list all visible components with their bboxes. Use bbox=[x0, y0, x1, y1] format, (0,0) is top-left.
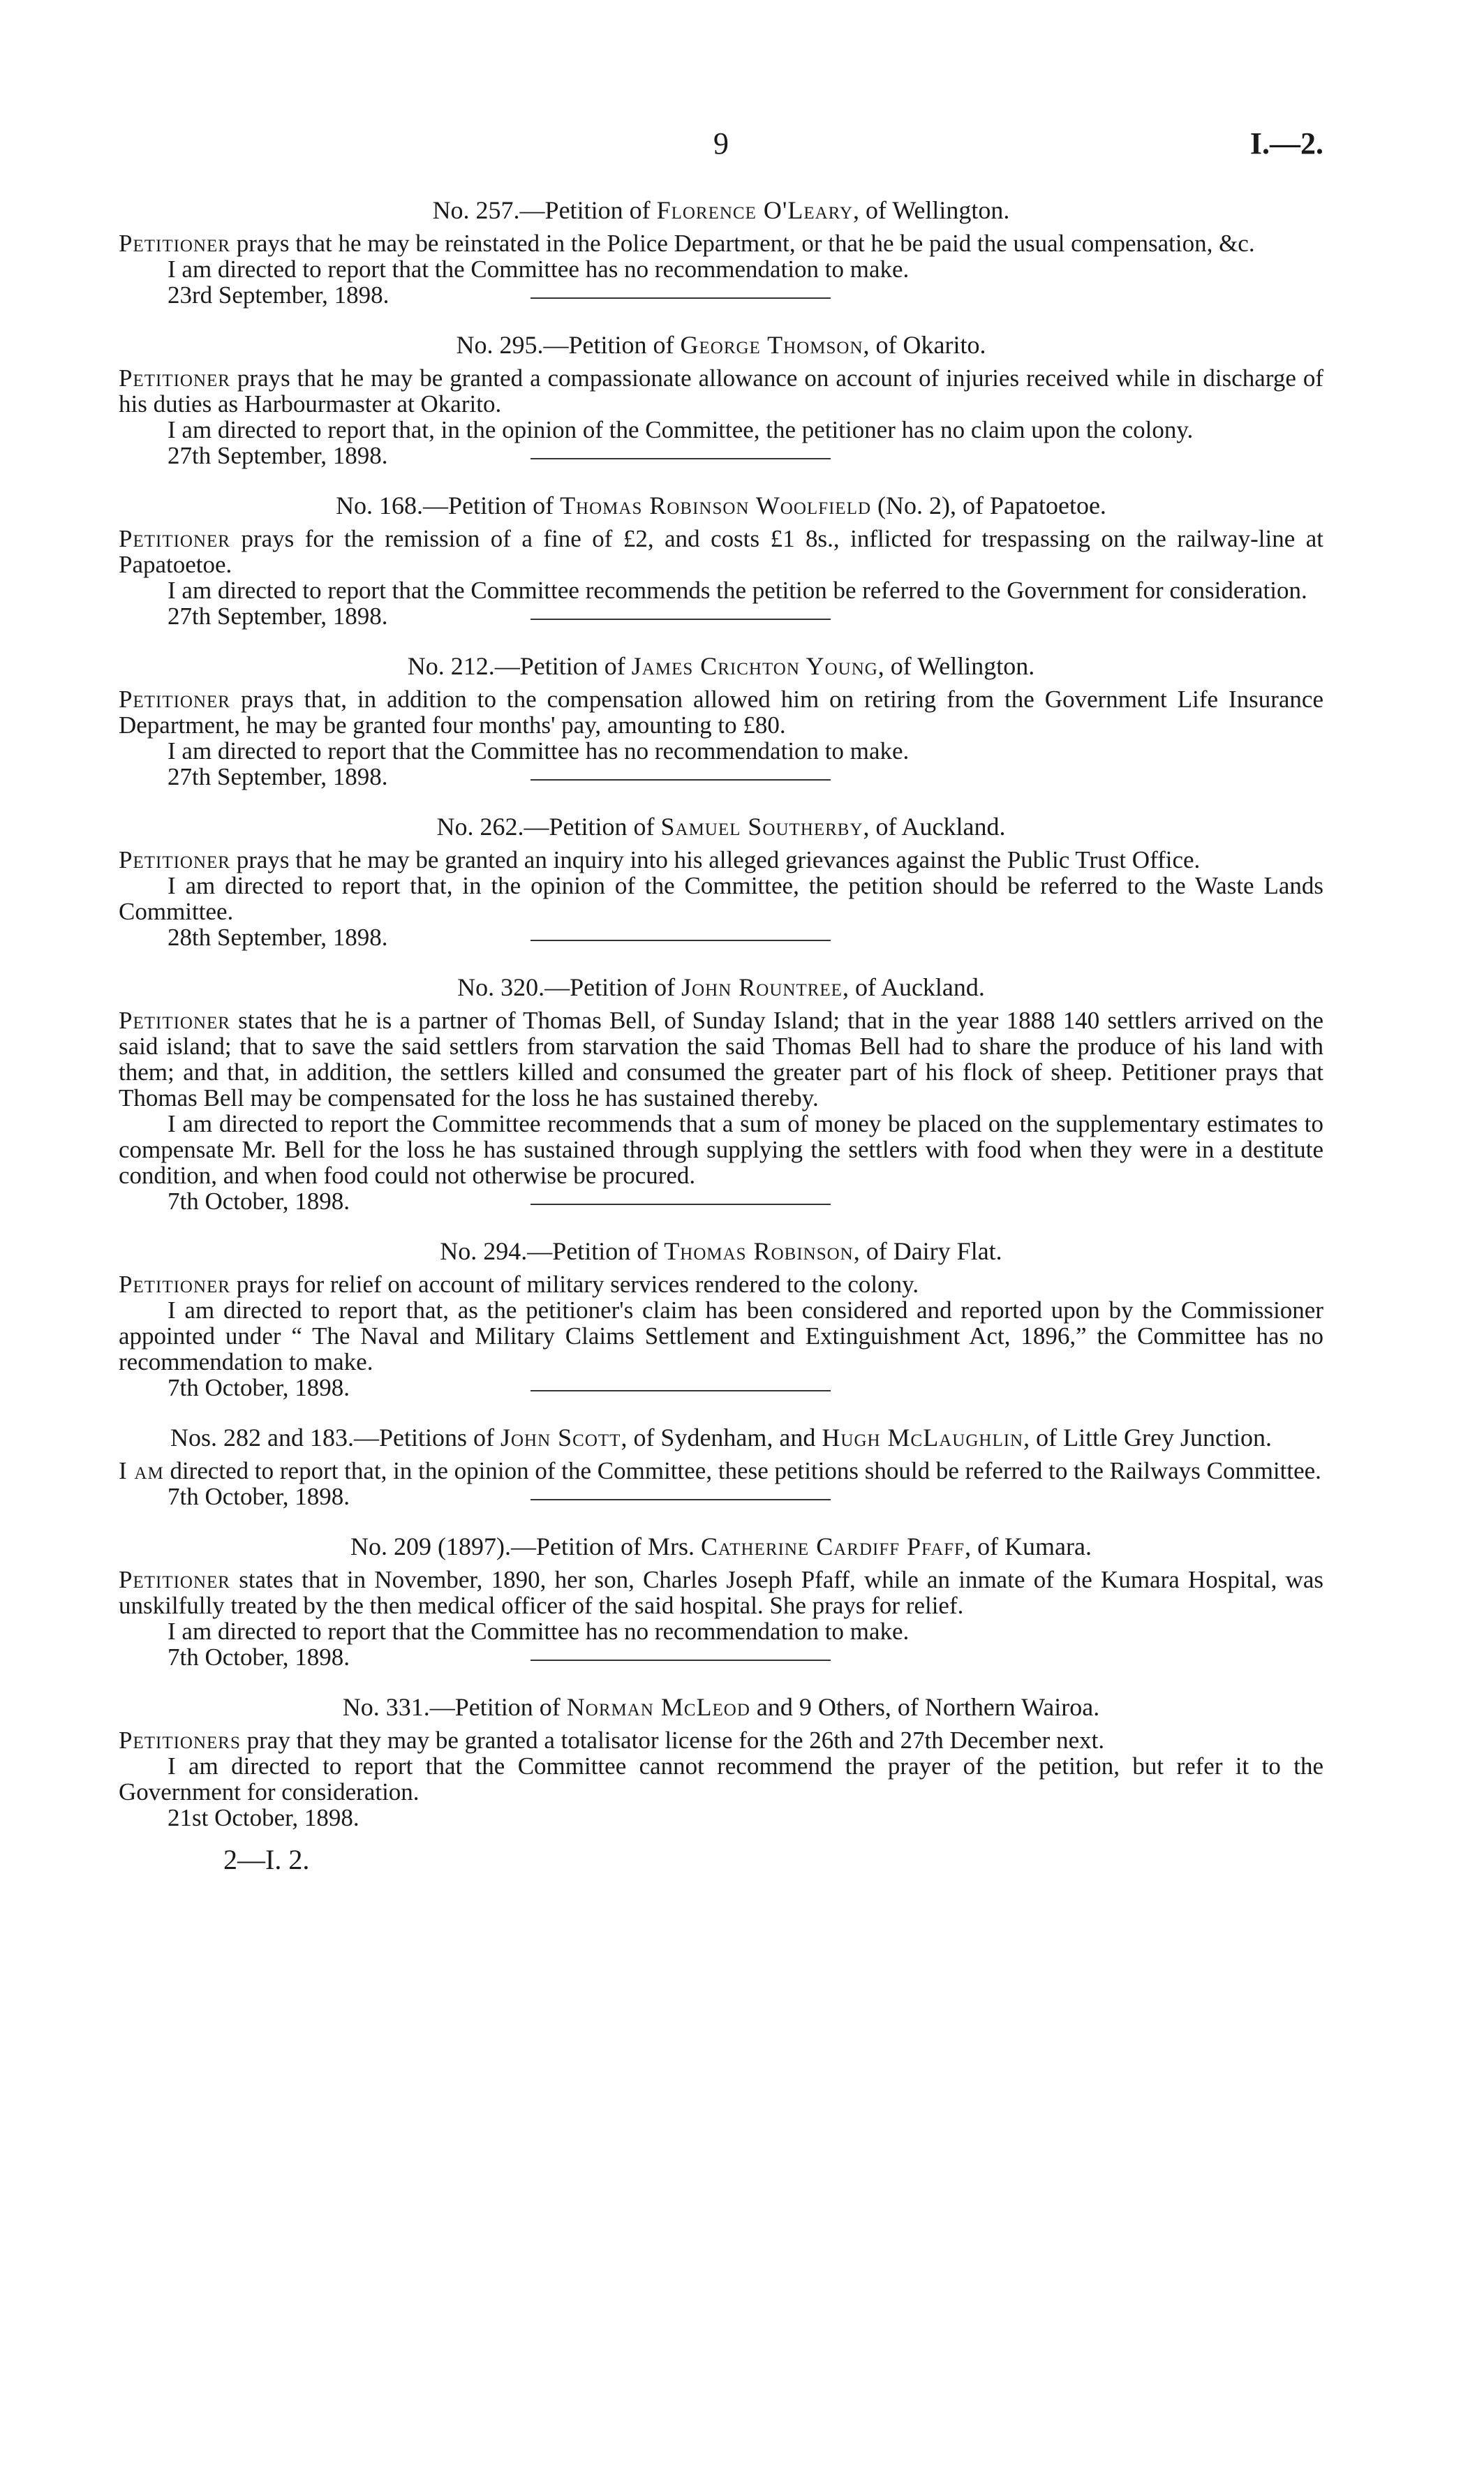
paper-reference: I.—2. bbox=[1249, 126, 1323, 161]
committee-report: I am directed to report that, as the petitioner's claim has been considered and reported upon by the Commissioner appointed under “ The Naval and Military Claims Settlement and Extinguishment Act, 1896,” the Committee has no recommendation to make. bbox=[119, 1297, 1323, 1375]
separator-rule bbox=[530, 1390, 831, 1391]
petitioner-name-second: Hugh McLaughlin bbox=[822, 1424, 1024, 1451]
petition-331 bbox=[119, 1691, 1323, 1831]
petitioner-name: Thomas Robinson bbox=[664, 1237, 854, 1265]
petition-title: No. 262.—Petition of Samuel Southerby, of Auckland. bbox=[436, 813, 1006, 841]
separator-rule bbox=[530, 297, 831, 299]
committee-report: I am directed to report that the Committee recommends the petition be referred to the Government for consideration. bbox=[168, 577, 1307, 604]
page-number: 9 bbox=[713, 126, 729, 161]
petitioner-name: Samuel Southerby bbox=[660, 813, 863, 841]
separator-rule bbox=[530, 1204, 831, 1205]
petition-title: No. 320.—Petition of John Rountree, of Auckland. bbox=[457, 973, 985, 1001]
petitioner-name: John Scott bbox=[500, 1424, 621, 1451]
petition-295 bbox=[119, 329, 1323, 468]
petition-body: Petitioner prays that he may be reinstated in the Police Department, or that he be paid the usual compensation, &c. bbox=[119, 230, 1255, 257]
separator-rule bbox=[530, 458, 831, 459]
petition-body: Petitioners pray that they may be granted a totalisator license for the 26th and 27th December next. bbox=[119, 1727, 1105, 1754]
petition-date: 27th September, 1898. bbox=[168, 603, 1323, 629]
petitioner-name: Norman McLeod bbox=[566, 1693, 750, 1721]
petition-title: No. 212.—Petition of James Crichton Young, of Wellington. bbox=[407, 652, 1035, 680]
petition-body: Petitioner prays that he may be granted an inquiry into his alleged grievances against the Public Trust Office. bbox=[119, 846, 1201, 873]
petition-212 bbox=[119, 650, 1323, 790]
separator-rule bbox=[530, 779, 831, 781]
petition-body: Petitioner states that he is a partner of Thomas Bell, of Sunday Island; that in the year 1888 140 settlers arrived on the said island; that to save the said settlers from starvation the said Thomas Bell had to share the produce of his land with them; and that, in addition, the settlers killed and consumed the greater part of his flock of sheep. Petitioner prays that Thomas Bell may be compensated for the loss he has sustained thereby. bbox=[119, 1007, 1323, 1111]
petition-body: Petitioner prays for relief on account of military services rendered to the colony. bbox=[119, 1271, 919, 1298]
separator-rule bbox=[530, 619, 831, 620]
document-page bbox=[119, 126, 1323, 1876]
separator-rule bbox=[530, 940, 831, 941]
petitioner-name: George Thomson bbox=[680, 331, 863, 359]
committee-report: I am directed to report that the Committee cannot recommend the prayer of the petition, but refer it to the Government for consideration. bbox=[119, 1752, 1323, 1805]
petition-title: No. 257.—Petition of Florence O'Leary, of Wellington. bbox=[432, 196, 1010, 224]
petition-date: 7th October, 1898. bbox=[168, 1484, 1323, 1509]
petitioner-name: John Rountree bbox=[681, 973, 843, 1001]
committee-report: I am directed to report that the Committee has no recommendation to make. bbox=[168, 737, 910, 764]
petition-282-183 bbox=[119, 1421, 1323, 1509]
petition-body: Petitioner prays for the remission of a fine of £2, and costs £1 8s., inflicted for trespassing on the railway-line at Papatoetoe. bbox=[119, 525, 1323, 578]
committee-report: I am directed to report that the Committee has no recommendation to make. bbox=[168, 256, 910, 283]
petitioner-name: Catherine Cardiff Pfaff bbox=[700, 1532, 965, 1560]
petition-date: 27th September, 1898. bbox=[168, 764, 1323, 790]
petition-title: Nos. 282 and 183.—Petitions of John Scott, of Sydenham, and Hugh McLaughlin, of Little Grey Junction. bbox=[170, 1424, 1272, 1451]
signature-reference: 2—I. 2. bbox=[223, 1844, 310, 1875]
petition-date: 21st October, 1898. bbox=[168, 1804, 359, 1831]
petition-title: No. 209 (1897).—Petition of Mrs. Catherine Cardiff Pfaff, of Kumara. bbox=[350, 1532, 1092, 1560]
committee-report: I am directed to report that, in the opinion of the Committee, the petitioner has no claim upon the colony. bbox=[168, 416, 1194, 443]
petition-title: No. 168.—Petition of Thomas Robinson Woolfield (No. 2), of Papatoetoe. bbox=[336, 492, 1106, 519]
petition-date: 7th October, 1898. bbox=[168, 1188, 1323, 1214]
petition-title: No. 295.—Petition of George Thomson, of Okarito. bbox=[456, 331, 986, 359]
petition-title: No. 331.—Petition of Norman McLeod and 9 Others, of Northern Wairoa. bbox=[342, 1693, 1100, 1721]
petition-320 bbox=[119, 971, 1323, 1214]
petitioner-name: Florence O'Leary bbox=[656, 196, 854, 224]
committee-report: I am directed to report that, in the opinion of the Committee, these petitions should be referred to the Railways Committee. bbox=[119, 1457, 1321, 1484]
petition-date: 7th October, 1898. bbox=[168, 1375, 1323, 1401]
petition-date: 23rd September, 1898. bbox=[168, 282, 1323, 308]
petition-294 bbox=[119, 1235, 1323, 1401]
petitioner-name: James Crichton Young bbox=[631, 652, 878, 680]
petition-title: No. 294.—Petition of Thomas Robinson, of Dairy Flat. bbox=[440, 1237, 1002, 1265]
committee-report: I am directed to report the Committee recommends that a sum of money be placed on the supplementary estimates to compensate Mr. Bell for the loss he has sustained through supplying the settlers with food when they were in a destitute condition, and when food could not otherwise be procured. bbox=[119, 1110, 1323, 1189]
petition-date: 28th September, 1898. bbox=[168, 924, 1323, 950]
petition-body: Petitioner prays that, in addition to the compensation allowed him on retiring from the Government Life Insurance Department, he may be granted four months' pay, amounting to £80. bbox=[119, 686, 1323, 739]
petition-date: 27th September, 1898. bbox=[168, 443, 1323, 468]
petition-body: Petitioner states that in November, 1890, her son, Charles Joseph Pfaff, while an inmate of the Kumara Hospital, was unskilfully treated by the then medical officer of the said hospital. She prays for relief. bbox=[119, 1566, 1323, 1619]
committee-report: I am directed to report that, in the opinion of the Committee, the petition should be referred to the Waste Lands Committee. bbox=[119, 872, 1323, 925]
separator-rule bbox=[530, 1660, 831, 1661]
committee-report: I am directed to report that the Committee has no recommendation to make. bbox=[168, 1618, 910, 1645]
petition-body: Petitioner prays that he may be granted a compassionate allowance on account of injuries received while in discharge of his duties as Harbourmaster at Okarito. bbox=[119, 364, 1323, 418]
petition-209 bbox=[119, 1530, 1323, 1670]
separator-rule bbox=[530, 1499, 831, 1500]
petition-257 bbox=[119, 194, 1323, 308]
petition-262 bbox=[119, 811, 1323, 950]
petition-168 bbox=[119, 489, 1323, 629]
page-header bbox=[119, 126, 1323, 175]
petition-date: 7th October, 1898. bbox=[168, 1644, 1323, 1670]
petitioner-name: Thomas Robinson Woolfield bbox=[560, 492, 872, 519]
